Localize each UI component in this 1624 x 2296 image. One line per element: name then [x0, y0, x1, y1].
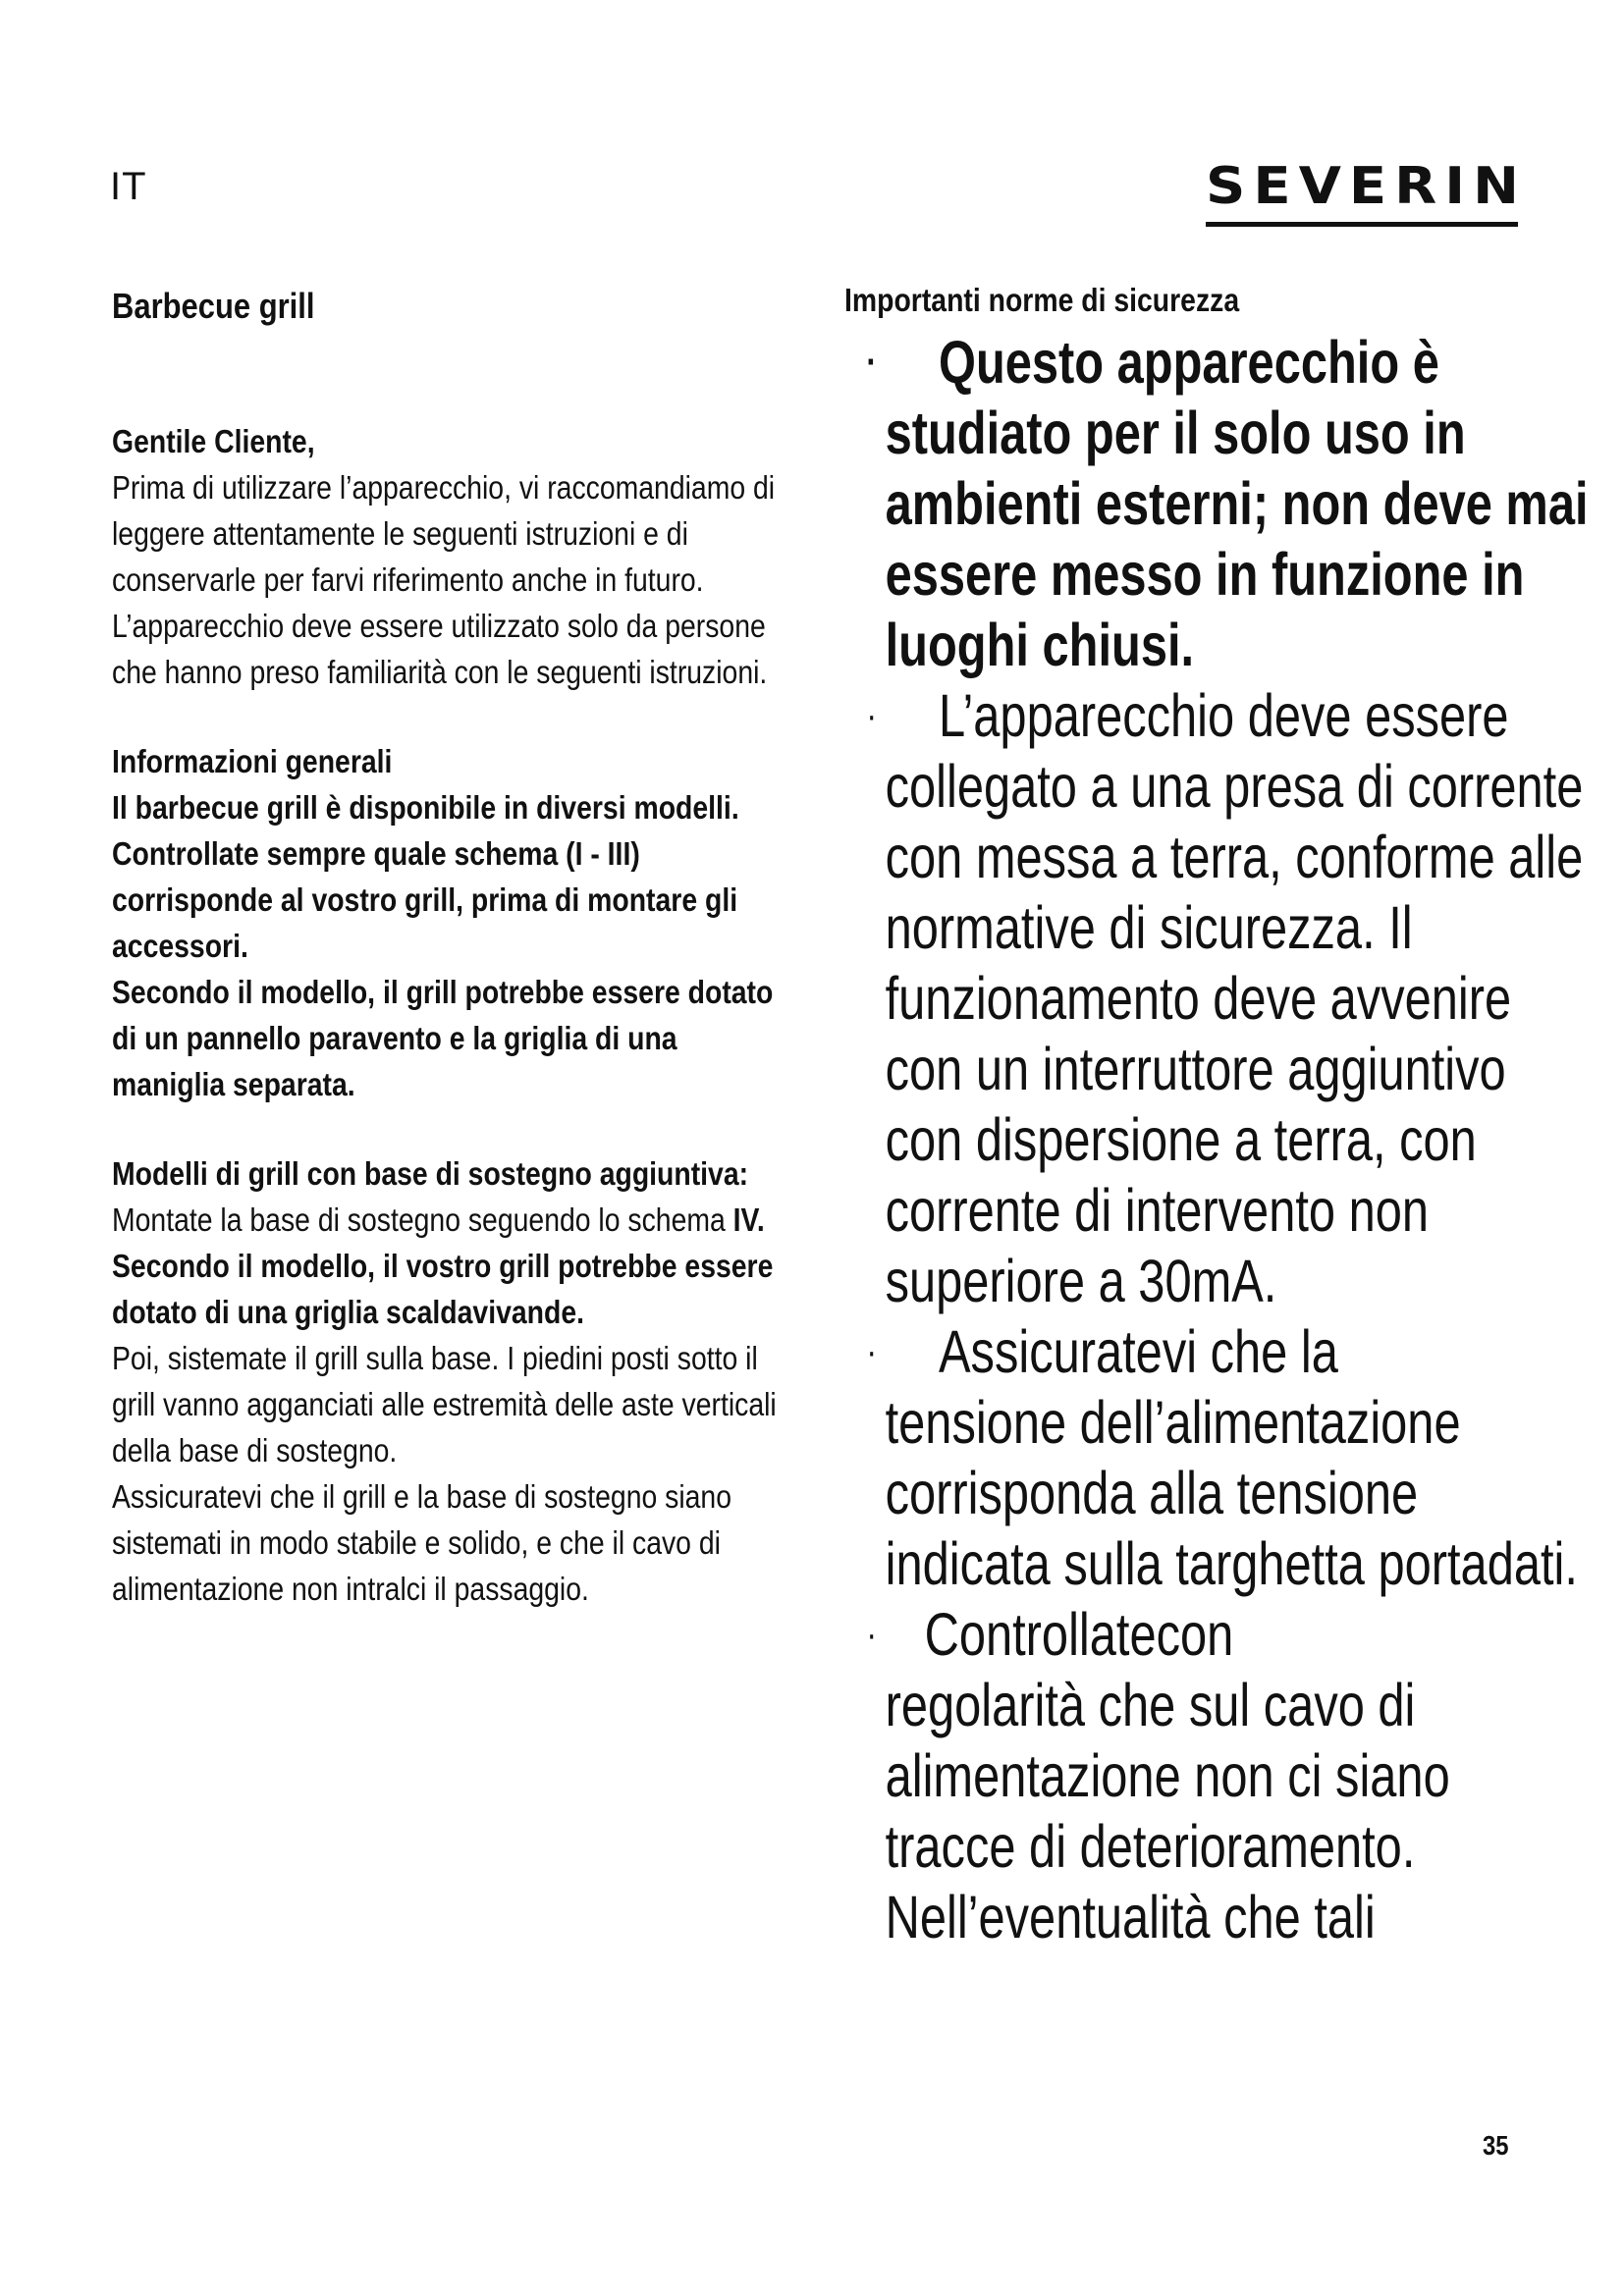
safety-bullet-4: · Controllatecon regolarità che sul cavo di alimentazione non ci siano tracce di deterioramento. Nell’eventualità che tali: [866, 1601, 1450, 1950]
bullet-dot: ·: [866, 1330, 878, 1373]
general-paragraph-3: Secondo il modello, il grill potrebbe essere dotato di un pannello paravento e la griglia di una maniglia separata.: [112, 974, 774, 1102]
page-number: 35: [1483, 2130, 1509, 2161]
models-paragraph-3: Assicuratevi che il grill e la base di sostegno siano sistemati in modo stabile e solido, e che il cavo di alimentazione non intralci il passaggio.: [112, 1478, 731, 1607]
right-column: [844, 280, 1591, 1952]
left-column: [112, 285, 799, 1612]
safety-bullet-3: · Assicuratevi che la tensione dell’alimentazione corrisponda alla tensione indicata sulla targhetta portadati.: [866, 1318, 1578, 1597]
bullet-dot: ·: [866, 1613, 878, 1656]
general-heading: Informazioni generali: [112, 743, 393, 779]
severin-logo: [1206, 157, 1528, 227]
bullet-dot: ·: [866, 694, 878, 737]
models-heading: Modelli di grill con base di sostegno aggiuntiva:: [112, 1155, 749, 1192]
page-title: Barbecue grill: [112, 286, 315, 326]
safety-bullet-2: · L’apparecchio deve essere collegato a una presa di corrente con messa a terra, conforme alle normative di sicurezza. Il funzionamento deve avvenire con un interruttore aggiuntivo con dispersione a terra, con corrente di intervento non superiore a 30mA.: [866, 682, 1584, 1314]
safety-bullet-1: · Questo apparecchio è studiato per il solo uso in ambienti esterni; non deve mai essere messo in funzione in luoghi chiusi.: [866, 329, 1589, 678]
logo-underline: [1206, 222, 1518, 227]
general-paragraph-1: Il barbecue grill è disponibile in diversi modelli.: [112, 789, 739, 826]
general-paragraph-2: Controllate sempre quale schema (I - III) corrisponde al vostro grill, prima di montare gli accessori.: [112, 835, 738, 964]
models-paragraph-1: Montate la base di sostegno seguendo lo schema IV. Secondo il modello, il vostro grill potrebbe essere dotato di una griglia scaldavivande.: [112, 1201, 774, 1330]
bullet-dot: ·: [866, 341, 878, 384]
models-paragraph-2: Poi, sistemate il grill sulla base. I piedini posti sotto il grill vanno agganciati alle estremità delle aste verticali della base di sostegno.: [112, 1340, 777, 1468]
brand-wordmark: SEVERIN: [1206, 157, 1528, 216]
language-code: IT: [110, 165, 147, 208]
intro-paragraph: Prima di utilizzare l’apparecchio, vi raccomandiamo di leggere attentamente le seguenti istruzioni e di conservarle per farvi riferimento anche in futuro. L’apparecchio deve essere utilizzato solo da persone che hanno preso familiarità con le seguenti istruzioni.: [112, 469, 776, 690]
greeting: Gentile Cliente,: [112, 423, 315, 459]
safety-heading: Importanti norme di sicurezza: [844, 282, 1240, 318]
